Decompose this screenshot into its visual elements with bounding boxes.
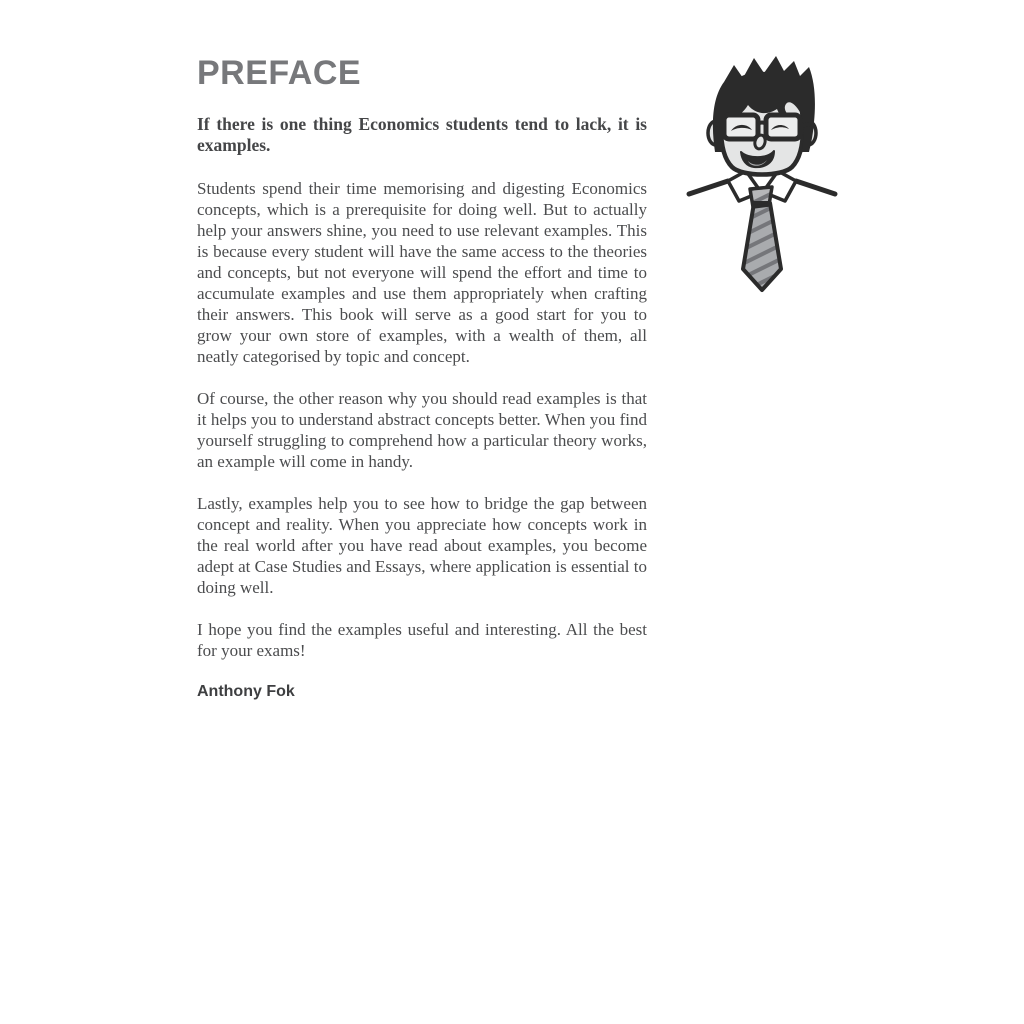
paragraph-3: Lastly, examples help you to see how to bridge the gap between concept and reality. When you appreciate how concepts work in the real world after you have read about examples, you become adept at Case Studies and Essays, where application is essential to doing well. [197,494,647,597]
paragraph-4: I hope you find the examples useful and interesting. All the best for your exams! [197,620,647,660]
author-cartoon-icon [682,40,862,300]
page-title: PREFACE [197,54,362,92]
author-portrait-illustration [682,40,862,300]
preface-text-column [197,55,647,717]
paragraph-2: Of course, the other reason why you should read examples is that it helps you to understand abstract concepts better. When you find yourself struggling to comprehend how a particular theory works, an example will come in handy. [197,389,647,471]
lead-sentence: If there is one thing Economics students tend to lack, it is examples. [197,114,647,155]
paragraph-1: Students spend their time memorising and digesting Economics concepts, which is a prerequisite for doing well. But to actually help your answers shine, you need to use relevant examples. This is because every student will have the same access to the theories and concepts, but not everyone will spend the effort and time to accumulate examples and use them appropriately when crafting their answers. This book will serve as a good start for you to grow your own store of examples, with a wealth of them, all neatly categorised by topic and concept. [197,179,647,366]
author-signature: Anthony Fok [197,683,295,700]
